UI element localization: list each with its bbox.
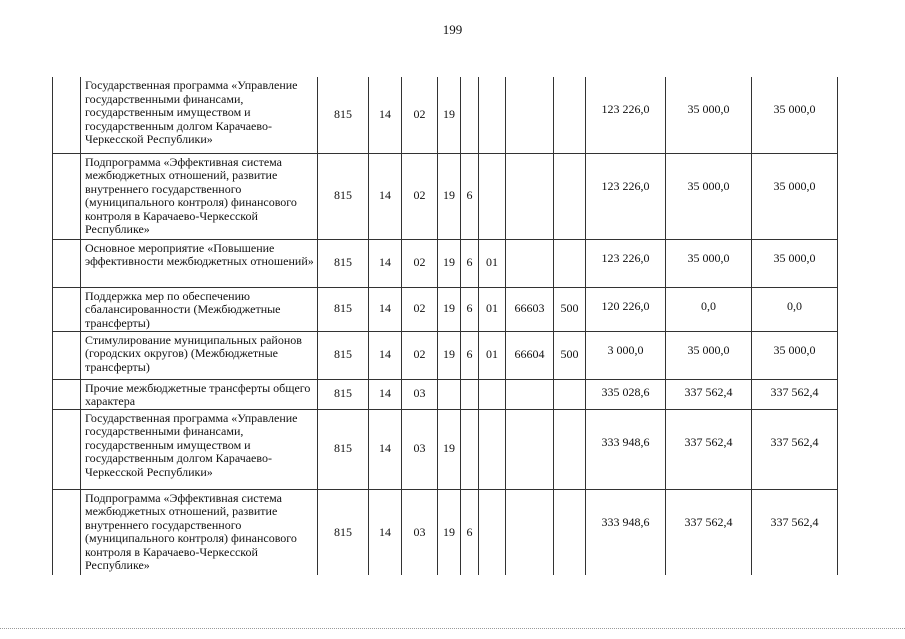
code-rz: 14 [369, 239, 402, 287]
code-ved: 815 [318, 331, 369, 379]
code-prog: 19 [438, 489, 461, 575]
row-number-cell [53, 77, 81, 153]
code-pr: 03 [402, 409, 438, 489]
code-vr [554, 153, 586, 239]
code-sub [461, 409, 479, 489]
row-number-cell [53, 489, 81, 575]
code-vr [554, 489, 586, 575]
code-dir [506, 409, 554, 489]
amount-s1: 333 948,6 [586, 489, 666, 575]
table-row [53, 153, 838, 239]
code-rz: 14 [369, 331, 402, 379]
code-prog: 19 [438, 409, 461, 489]
code-main [479, 489, 506, 575]
code-main: 01 [479, 287, 506, 331]
amount-s1: 335 028,6 [586, 379, 666, 409]
amount-s1: 3 000,0 [586, 331, 666, 379]
code-ved: 815 [318, 409, 369, 489]
code-vr: 500 [554, 331, 586, 379]
amount-s3: 35 000,0 [752, 239, 838, 287]
code-dir: 66603 [506, 287, 554, 331]
amount-s2: 337 562,4 [666, 409, 752, 489]
amount-s2: 337 562,4 [666, 489, 752, 575]
code-main [479, 409, 506, 489]
row-number-cell [53, 331, 81, 379]
table-row [53, 489, 838, 575]
code-prog: 19 [438, 331, 461, 379]
code-prog: 19 [438, 239, 461, 287]
amount-s2: 35 000,0 [666, 239, 752, 287]
row-name: Стимулирование муниципальных районов (городских округов) (Межбюджетные трансферты) [81, 331, 318, 379]
code-main [479, 153, 506, 239]
code-sub: 6 [461, 331, 479, 379]
code-dir [506, 153, 554, 239]
row-name: Подпрограмма «Эффективная система межбюджетных отношений, развитие внутреннего государственного (муниципального контроля) финансового контроля в Карачаево-Черкесской Республике» [81, 153, 318, 239]
row-number-cell [53, 409, 81, 489]
table-row [53, 239, 838, 287]
code-pr: 03 [402, 379, 438, 409]
page-bottom-rule [0, 628, 905, 629]
amount-s1: 123 226,0 [586, 239, 666, 287]
code-pr: 02 [402, 239, 438, 287]
amount-s3: 337 562,4 [752, 489, 838, 575]
code-vr [554, 77, 586, 153]
table-row [53, 287, 838, 331]
code-prog: 19 [438, 77, 461, 153]
amount-s1: 123 226,0 [586, 77, 666, 153]
amount-s3: 337 562,4 [752, 379, 838, 409]
code-rz: 14 [369, 287, 402, 331]
amount-s1: 333 948,6 [586, 409, 666, 489]
row-name: Подпрограмма «Эффективная система межбюджетных отношений, развитие внутреннего государственного (муниципального контроля) финансового контроля в Карачаево-Черкесской Республике» [81, 489, 318, 575]
amount-s1: 123 226,0 [586, 153, 666, 239]
code-vr [554, 239, 586, 287]
code-rz: 14 [369, 489, 402, 575]
amount-s3: 0,0 [752, 287, 838, 331]
page-number: 199 [442, 22, 463, 37]
table-row [53, 331, 838, 379]
row-number-cell [53, 379, 81, 409]
code-vr: 500 [554, 287, 586, 331]
amount-s1: 120 226,0 [586, 287, 666, 331]
code-pr: 02 [402, 287, 438, 331]
code-sub: 6 [461, 287, 479, 331]
row-number-cell [53, 287, 81, 331]
code-rz: 14 [369, 77, 402, 153]
amount-s2: 35 000,0 [666, 331, 752, 379]
code-prog: 19 [438, 287, 461, 331]
code-dir [506, 379, 554, 409]
code-vr [554, 409, 586, 489]
code-sub: 6 [461, 153, 479, 239]
row-name: Основное мероприятие «Повышение эффективности межбюджетных отношений» [81, 239, 318, 287]
amount-s3: 337 562,4 [752, 409, 838, 489]
code-dir [506, 489, 554, 575]
code-prog [438, 379, 461, 409]
table-row [53, 409, 838, 489]
code-pr: 02 [402, 77, 438, 153]
code-rz: 14 [369, 409, 402, 489]
row-name: Прочие межбюджетные трансферты общего характера [81, 379, 318, 409]
amount-s3: 35 000,0 [752, 331, 838, 379]
amount-s3: 35 000,0 [752, 77, 838, 153]
code-ved: 815 [318, 239, 369, 287]
amount-s2: 0,0 [666, 287, 752, 331]
row-name: Государственная программа «Управление государственными финансами, государственным имуществом и государственным долгом Карачаево-Черкесской Республики» [81, 77, 318, 153]
code-pr: 03 [402, 489, 438, 575]
amount-s2: 35 000,0 [666, 77, 752, 153]
amount-s2: 35 000,0 [666, 153, 752, 239]
amount-s3: 35 000,0 [752, 153, 838, 239]
code-sub: 6 [461, 239, 479, 287]
code-pr: 02 [402, 331, 438, 379]
table-row [53, 77, 838, 153]
code-dir [506, 239, 554, 287]
amount-s2: 337 562,4 [666, 379, 752, 409]
code-ved: 815 [318, 287, 369, 331]
code-ved: 815 [318, 489, 369, 575]
table-row [53, 379, 838, 409]
code-pr: 02 [402, 153, 438, 239]
code-prog: 19 [438, 153, 461, 239]
code-rz: 14 [369, 379, 402, 409]
code-dir [506, 77, 554, 153]
code-main: 01 [479, 331, 506, 379]
code-ved: 815 [318, 77, 369, 153]
code-vr [554, 379, 586, 409]
code-sub [461, 379, 479, 409]
code-main [479, 379, 506, 409]
row-name: Поддержка мер по обеспечению сбалансированности (Межбюджетные трансферты) [81, 287, 318, 331]
code-sub [461, 77, 479, 153]
row-number-cell [53, 239, 81, 287]
row-number-cell [53, 153, 81, 239]
code-dir: 66604 [506, 331, 554, 379]
code-main: 01 [479, 239, 506, 287]
code-ved: 815 [318, 379, 369, 409]
code-main [479, 77, 506, 153]
row-name: Государственная программа «Управление государственными финансами, государственным имуществом и государственным долгом Карачаево-Черкесской Республики» [81, 409, 318, 489]
code-rz: 14 [369, 153, 402, 239]
code-sub: 6 [461, 489, 479, 575]
code-ved: 815 [318, 153, 369, 239]
budget-table [52, 77, 838, 575]
